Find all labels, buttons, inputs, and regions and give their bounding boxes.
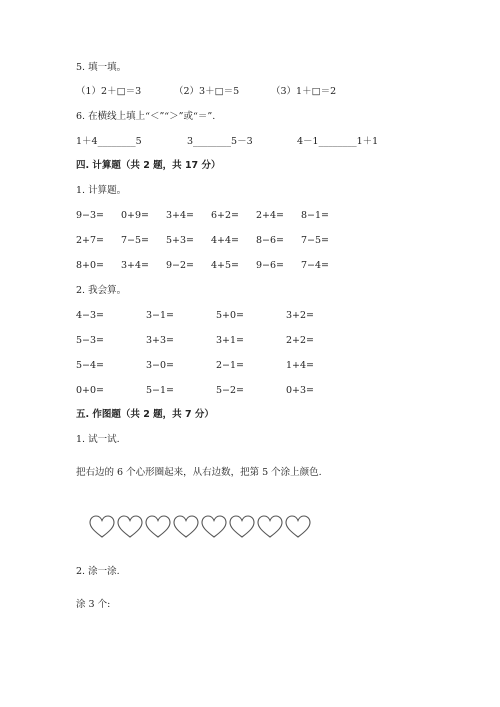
section4-heading: 四. 计算题（共 2 题，共 17 分） (76, 160, 221, 171)
calc-cell: 5+3= (166, 235, 195, 246)
calc-cell: 5−3= (76, 335, 105, 346)
calc-cell: 3+4= (121, 260, 150, 271)
heart-icon (146, 516, 170, 537)
hearts-row (88, 515, 320, 541)
s5-q1-instruction: 把右边的 6 个心形圈起来，从右边数，把第 5 个涂上颜色. (76, 467, 322, 478)
calc-cell: 6+2= (211, 210, 240, 221)
calc-cell: 5−2= (216, 385, 245, 396)
heart-icon (118, 516, 142, 537)
calc-cell: 0+9= (121, 210, 150, 221)
calc-cell: 2+4= (256, 210, 285, 221)
heart-icon (90, 516, 114, 537)
calc-cell: 9−6= (256, 260, 285, 271)
q5-item-1: （1）2＋□＝3 (76, 86, 142, 97)
calc-cell: 3+3= (146, 335, 175, 346)
calc-cell: 4+4= (211, 235, 240, 246)
heart-icon (174, 516, 198, 537)
q6-item-3: 4－1________1＋1 (297, 136, 379, 147)
section5-heading: 五. 作图题（共 2 题，共 7 分） (76, 409, 214, 420)
q5-title: 5. 填一填。 (76, 62, 127, 73)
s5-q2-instruction: 涂 3 个: (76, 599, 111, 610)
calc-cell: 8−6= (256, 235, 285, 246)
calc-cell: 9−2= (166, 260, 195, 271)
calc-cell: 1+4= (286, 360, 315, 371)
heart-icon (230, 516, 254, 537)
q6-item-2: 3________5－3 (187, 136, 253, 147)
s5-q1-title: 1. 试一试. (76, 434, 120, 445)
calc-cell: 2+7= (76, 235, 105, 246)
calc-cell: 4−3= (76, 310, 105, 321)
calc-cell: 7−4= (301, 260, 330, 271)
calc-cell: 8+0= (76, 260, 105, 271)
calc-cell: 2−1= (216, 360, 245, 371)
calc-cell: 5+0= (216, 310, 245, 321)
q6-item-1: 1＋4________5 (76, 136, 142, 147)
s4-q2-title: 2. 我会算。 (76, 285, 127, 296)
calc-cell: 3+1= (216, 335, 245, 346)
calc-cell: 0+3= (286, 385, 315, 396)
calc-cell: 7−5= (121, 235, 150, 246)
s5-q2-title: 2. 涂一涂. (76, 566, 120, 577)
calc-cell: 4+5= (211, 260, 240, 271)
calc-cell: 3+2= (286, 310, 315, 321)
calc-cell: 3−1= (146, 310, 175, 321)
calc-cell: 7−5= (301, 235, 330, 246)
calc-cell: 5−4= (76, 360, 105, 371)
heart-icon (286, 516, 310, 537)
q5-item-2: （2）3＋□＝5 (174, 86, 240, 97)
heart-icon (258, 516, 282, 537)
calc-cell: 3−0= (146, 360, 175, 371)
heart-icon (202, 516, 226, 537)
s4-q1-title: 1. 计算题。 (76, 185, 127, 196)
q6-title: 6. 在横线上填上“＜”“＞”或“＝”. (76, 111, 216, 122)
calc-cell: 2+2= (286, 335, 315, 346)
calc-cell: 8−1= (301, 210, 330, 221)
q5-item-3: （3）1＋□＝2 (271, 86, 337, 97)
calc-cell: 3+4= (166, 210, 195, 221)
calc-cell: 0+0= (76, 385, 105, 396)
calc-cell: 9−3= (76, 210, 105, 221)
calc-cell: 5−1= (146, 385, 175, 396)
